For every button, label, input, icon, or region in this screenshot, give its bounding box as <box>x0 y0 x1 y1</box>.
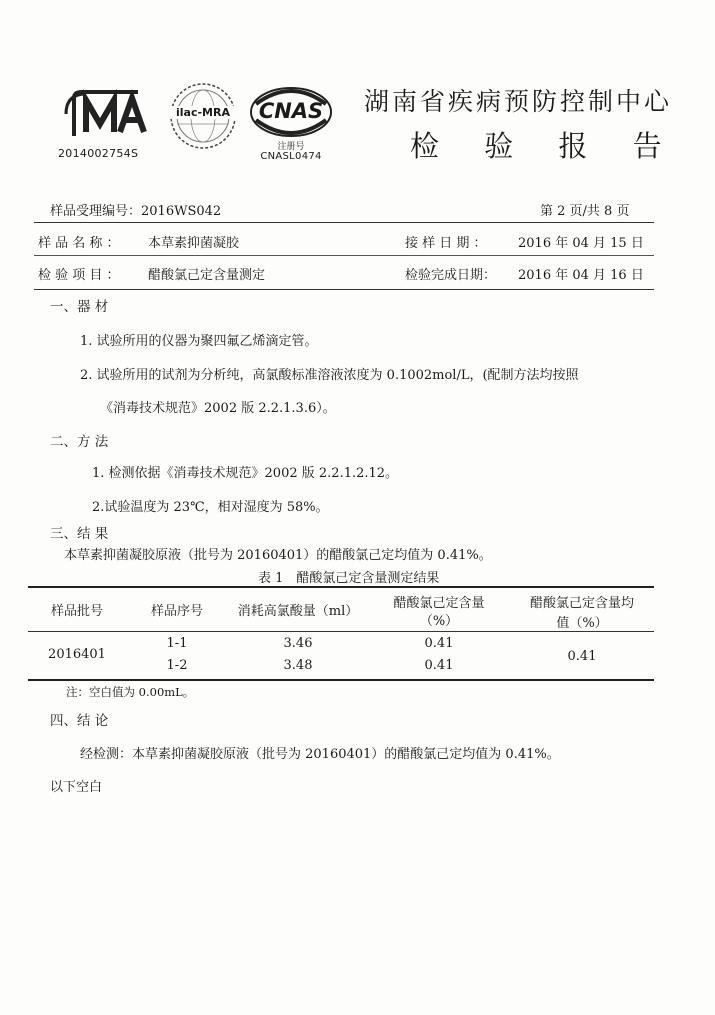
section-result-title: 三、结 果 <box>50 526 109 542</box>
ilac-text: ilac-MRA <box>170 106 236 119</box>
receive-date: 2016 年 04 月 15 日 <box>518 236 644 251</box>
result-summary: 本草素抑菌凝胶原液（批号为 20160401）的醋酸氯己定均值为 0.41%。 <box>64 548 492 563</box>
cell-seq-2: 1-2 <box>166 658 188 673</box>
cnas-reg-no: CNASL0474 <box>260 151 322 162</box>
header-batch: 样品批号 <box>50 604 103 619</box>
finish-date: 2016 年 04 月 16 日 <box>518 268 644 283</box>
receive-date-label: 接 样 日 期 ： <box>405 236 487 251</box>
cma-code: 2014002754S <box>58 147 139 160</box>
table-top-rule <box>28 586 654 588</box>
accept-number: 样品受理编号：2016WS042 <box>50 204 222 219</box>
header-mean-1: 醋酸氯己定含量均 <box>529 596 634 611</box>
divider-bottom <box>34 289 654 290</box>
page-number: 第 2 页/共 8 页 <box>540 204 630 219</box>
divider-mid <box>34 255 654 256</box>
conclusion-text: 经检测：本草素抑菌凝胶原液（批号为 20160401）的醋酸氯己定均值为 0.41%。 <box>80 747 560 762</box>
table-caption: 表 1 醋酸氯己定含量测定结果 <box>258 571 440 586</box>
section-method-title: 二、方 法 <box>50 434 109 450</box>
end-text: 以下空白 <box>50 780 103 795</box>
header-content-2: （%） <box>419 614 459 629</box>
header-content-1: 醋酸氯己定含量 <box>393 596 485 611</box>
cell-content-1: 0.41 <box>424 636 454 651</box>
header-consumed: 消耗高氯酸量（ml） <box>237 604 359 619</box>
equipment-item-2-cont: 《消毒技术规范》2002 版 2.2.1.3.6）。 <box>100 401 336 416</box>
equipment-item-1: 1. 试验所用的仪器为聚四氟乙烯滴定管。 <box>80 334 318 349</box>
cell-mean: 0.41 <box>567 649 597 664</box>
cma-mark-icon <box>60 86 156 142</box>
table-note: 注：空白值为 0.00mL。 <box>66 685 195 699</box>
header-mean-2: 值（%） <box>556 616 608 631</box>
sample-name: 本草素抑菌凝胶 <box>148 236 240 251</box>
cell-batch: 2016401 <box>48 647 106 662</box>
method-item-2: 2.试验温度为 23℃，相对湿度为 58%。 <box>92 500 329 515</box>
header-seq: 样品序号 <box>150 604 203 619</box>
cnas-text: CNAS <box>258 99 324 123</box>
cell-content-2: 0.41 <box>424 658 454 673</box>
equipment-item-2: 2. 试验所用的试剂为分析纯，高氯酸标准溶液浓度为 0.1002mol/L，(配制方法均按照 <box>80 368 579 383</box>
sample-name-label: 样 品 名 称 ： <box>38 236 120 251</box>
finish-date-label: 检验完成日期： <box>405 268 497 283</box>
organization-name: 湖南省疾病预防控制中心 <box>364 87 673 116</box>
divider-top <box>34 222 654 223</box>
table-header-rule <box>28 631 654 632</box>
cell-consumed-1: 3.46 <box>283 636 313 651</box>
cell-seq-1: 1-1 <box>166 636 188 651</box>
cma-logo <box>60 86 156 142</box>
test-item: 醋酸氯己定含量测定 <box>148 268 266 283</box>
section-conclusion-title: 四、结 论 <box>50 713 109 729</box>
method-item-1: 1. 检测依据《消毒技术规范》2002 版 2.2.1.2.12。 <box>92 466 399 481</box>
table-bottom-rule <box>28 679 654 681</box>
cnas-reg-label: 注册号 <box>277 142 305 152</box>
test-item-label: 检 验 项 目 ： <box>38 268 120 283</box>
cell-consumed-2: 3.48 <box>283 658 313 673</box>
section-equipment-title: 一、器 材 <box>50 299 109 315</box>
report-title: 检 验 报 告 <box>410 129 680 163</box>
